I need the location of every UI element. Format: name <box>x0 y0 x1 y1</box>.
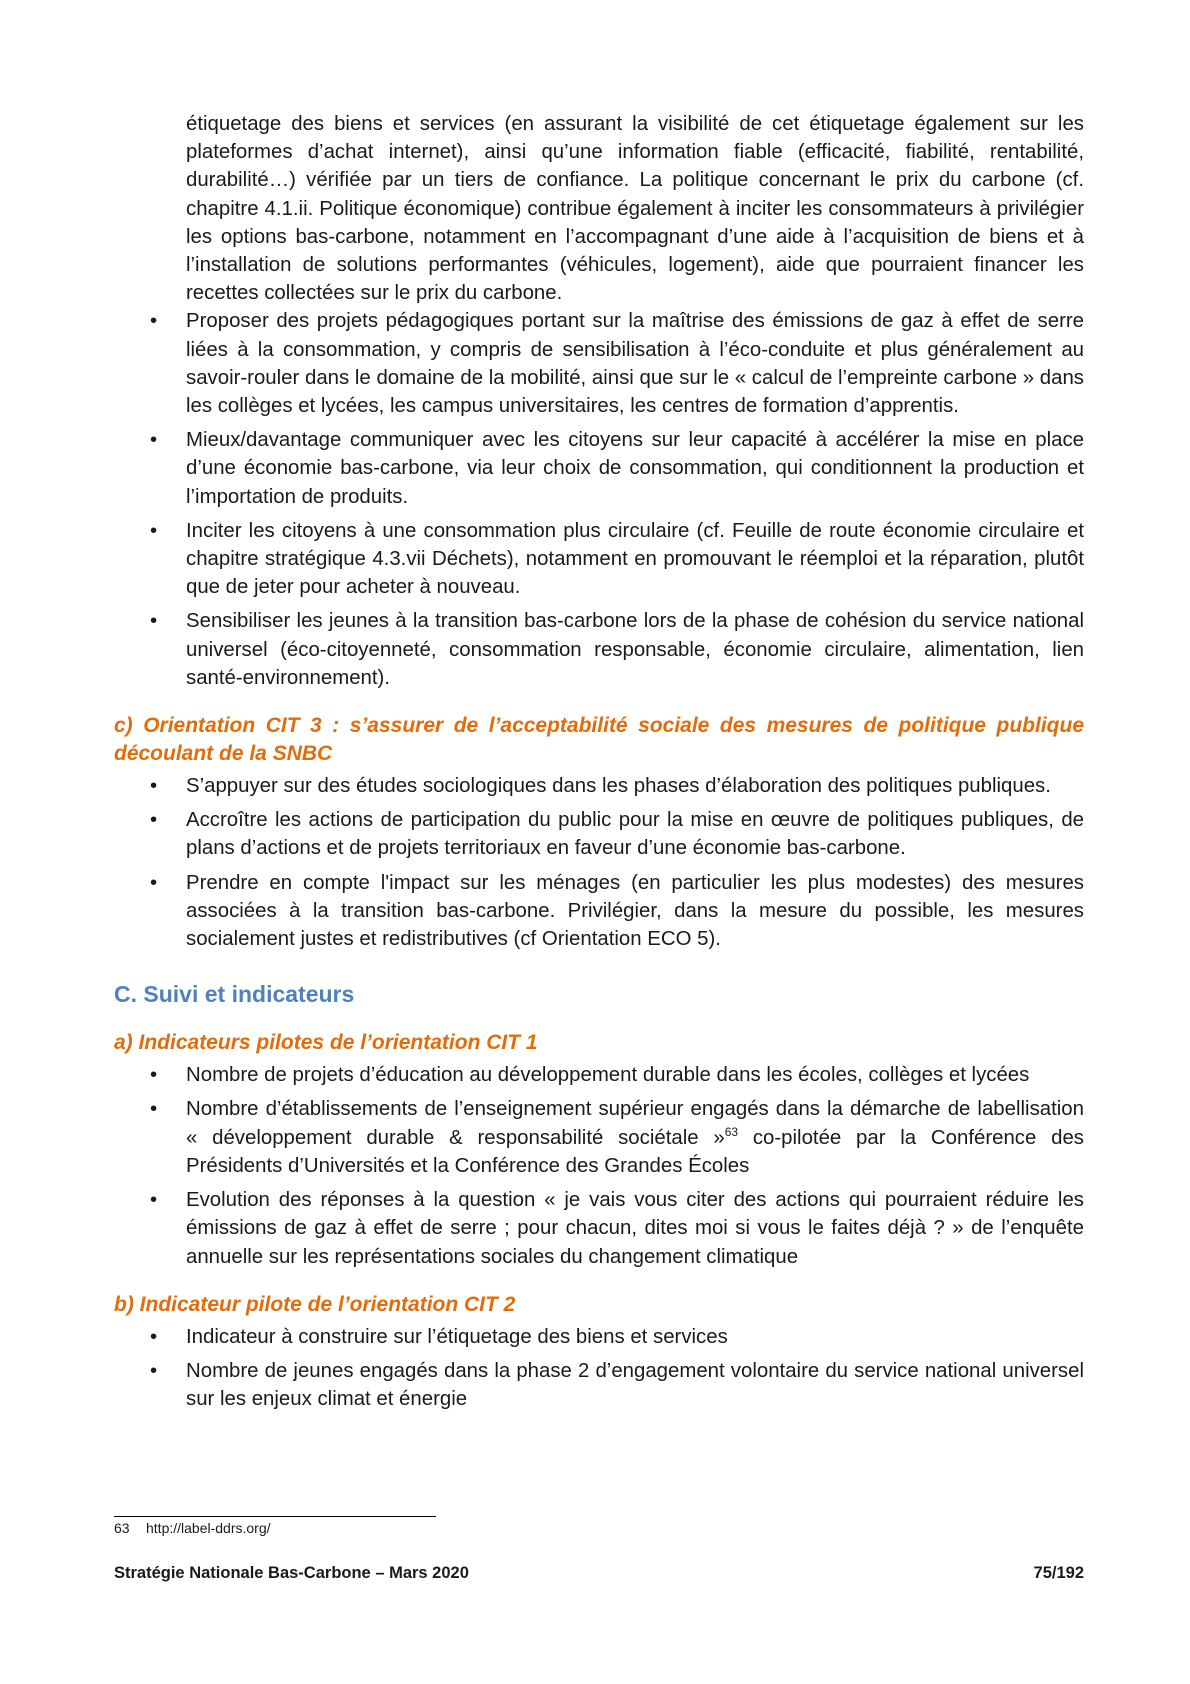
footnote <box>114 1519 271 1537</box>
list-item <box>114 426 1084 511</box>
bullet-icon: • <box>150 871 158 894</box>
list-item <box>114 806 1084 862</box>
list-item-text-continued: co-pilotée par la Conférence des Présidents d’Universités et la Conférence des Grandes Écoles <box>186 1126 1084 1177</box>
list-item-text: Proposer des projets pédagogiques portant sur la maîtrise des émissions de gaz à effet de serre liées à la consommation, y compris de sensibilisation à l’éco-conduite et plus généralement au savoir-rouler dans le domaine de la mobilité, ainsi que sur le « calcul de l’empreinte carbone » dans les collèges et lycées, les campus universitaires, les centres de formation d’apprentis. <box>186 310 1084 418</box>
list-item-text: S’appuyer sur des études sociologiques dans les phases d’élaboration des politiques publiques. <box>186 775 1051 798</box>
list-item-text: Prendre en compte l'impact sur les ménages (en particulier les plus modestes) des mesures associées à la transition bas-carbone. Privilégier, dans la mesure du possible, les mesures socialement justes et redistributives (cf Orientation ECO 5). <box>186 871 1084 951</box>
list-item <box>114 607 1084 692</box>
bullet-icon: • <box>150 1098 158 1121</box>
continuation-paragraph: étiquetage des biens et services (en assurant la visibilité de cet étiquetage également sur les plateformes d’achat internet), ainsi qu’une information fiable (efficacité, fiabilité, rentabilité, durabilité…) vérifiée par un tiers de confiance. La politique concernant le prix du carbone (cf. chapitre 4.1.ii. Politique économique) contribue également à inciter les consommateurs à privilégier les options bas-carbone, notamment en l’accompagnant d’une aide à l’acquisition de biens et à l’installation de solutions performantes (véhicules, logement), aide que pourraient financer les recettes collectées sur le prix du carbone. <box>186 113 1084 305</box>
subheading-indicateur-cit2: b) Indicateur pilote de l’orientation CIT 2 <box>114 1292 516 1316</box>
list-item <box>114 307 1084 420</box>
footnote-link[interactable]: http://label-ddrs.org/ <box>146 1520 271 1536</box>
bullet-icon: • <box>150 775 158 798</box>
footnote-reference[interactable]: 63 <box>724 1124 739 1139</box>
list-item-text: Nombre d’établissements de l’enseignement supérieur engagés dans la démarche de labellisation « développement durable & responsabilité sociétale » <box>186 1098 1084 1149</box>
page-content <box>114 110 1084 1419</box>
list-item-text: Evolution des réponses à la question « je vais vous citer des actions qui pourraient réduire les émissions de gaz à effet de serre ; pour chacun, dites moi si vous le faites déjà ? » de l’enquête annuelle sur les représentations sociales du changement climatique <box>186 1189 1084 1268</box>
bullet-list-indicateurs-cit1 <box>114 1061 1084 1270</box>
footer-page-number: 75/192 <box>1033 1564 1084 1582</box>
section-heading-suivi-indicateurs: C. Suivi et indicateurs <box>114 981 355 1008</box>
list-item-text: Nombre de projets d’éducation au développement durable dans les écoles, collèges et lycées <box>186 1064 1030 1087</box>
bullet-icon: • <box>150 1064 158 1087</box>
list-item-text: Mieux/davantage communiquer avec les citoyens sur leur capacité à accélérer la mise en place d’une économie bas-carbone, via leur choix de consommation, qui conditionnent la production et l’importation de produits. <box>186 429 1084 508</box>
bullet-icon: • <box>150 1325 158 1348</box>
list-item <box>114 1323 1084 1351</box>
list-item <box>114 1095 1084 1180</box>
bullet-icon: • <box>150 610 158 633</box>
bullet-list-cit3 <box>114 772 1084 953</box>
list-item <box>114 1186 1084 1271</box>
subheading-orientation-cit3: c) Orientation CIT 3 : s’assurer de l’acceptabilité sociale des mesures de politique publique découlant de la SNBC <box>114 714 1084 766</box>
list-item <box>114 517 1084 602</box>
bullet-icon: • <box>150 310 158 333</box>
bullet-list-indicateur-cit2 <box>114 1323 1084 1414</box>
bullet-icon: • <box>150 809 158 832</box>
footer-document-title: Stratégie Nationale Bas-Carbone – Mars 2020 <box>114 1564 469 1582</box>
list-item-text: Indicateur à construire sur l’étiquetage des biens et services <box>186 1325 728 1348</box>
subheading-indicateurs-cit1: a) Indicateurs pilotes de l’orientation CIT 1 <box>114 1031 538 1055</box>
bullet-icon: • <box>150 429 158 452</box>
footnote-separator <box>114 1516 436 1517</box>
list-item-text: Inciter les citoyens à une consommation plus circulaire (cf. Feuille de route économie circulaire et chapitre stratégique 4.3.vii Déchets), notamment en promouvant le réemploi et la réparation, plutôt que de jeter pour acheter à nouveau. <box>186 519 1084 599</box>
bullet-icon: • <box>150 1359 158 1382</box>
list-item-text: Sensibiliser les jeunes à la transition bas-carbone lors de la phase de cohésion du service national universel (éco-citoyenneté, consommation responsable, économie circulaire, alimentation, lien santé-environnement). <box>186 610 1084 689</box>
list-item <box>114 772 1084 800</box>
bullet-list-cit2 <box>114 307 1084 692</box>
bullet-icon: • <box>150 519 158 542</box>
list-item <box>114 1357 1084 1413</box>
list-item-text: Accroître les actions de participation du public pour la mise en œuvre de politiques publiques, de plans d’actions et de projets territoriaux en faveur d’une économie bas-carbone. <box>186 809 1084 860</box>
list-item <box>114 869 1084 954</box>
list-item-text: Nombre de jeunes engagés dans la phase 2 d’engagement volontaire du service national universel sur les enjeux climat et énergie <box>186 1359 1084 1411</box>
bullet-icon: • <box>150 1189 158 1212</box>
footnote-number: 63 <box>114 1520 130 1536</box>
list-item <box>114 1061 1084 1089</box>
page-footer <box>114 1562 1084 1584</box>
